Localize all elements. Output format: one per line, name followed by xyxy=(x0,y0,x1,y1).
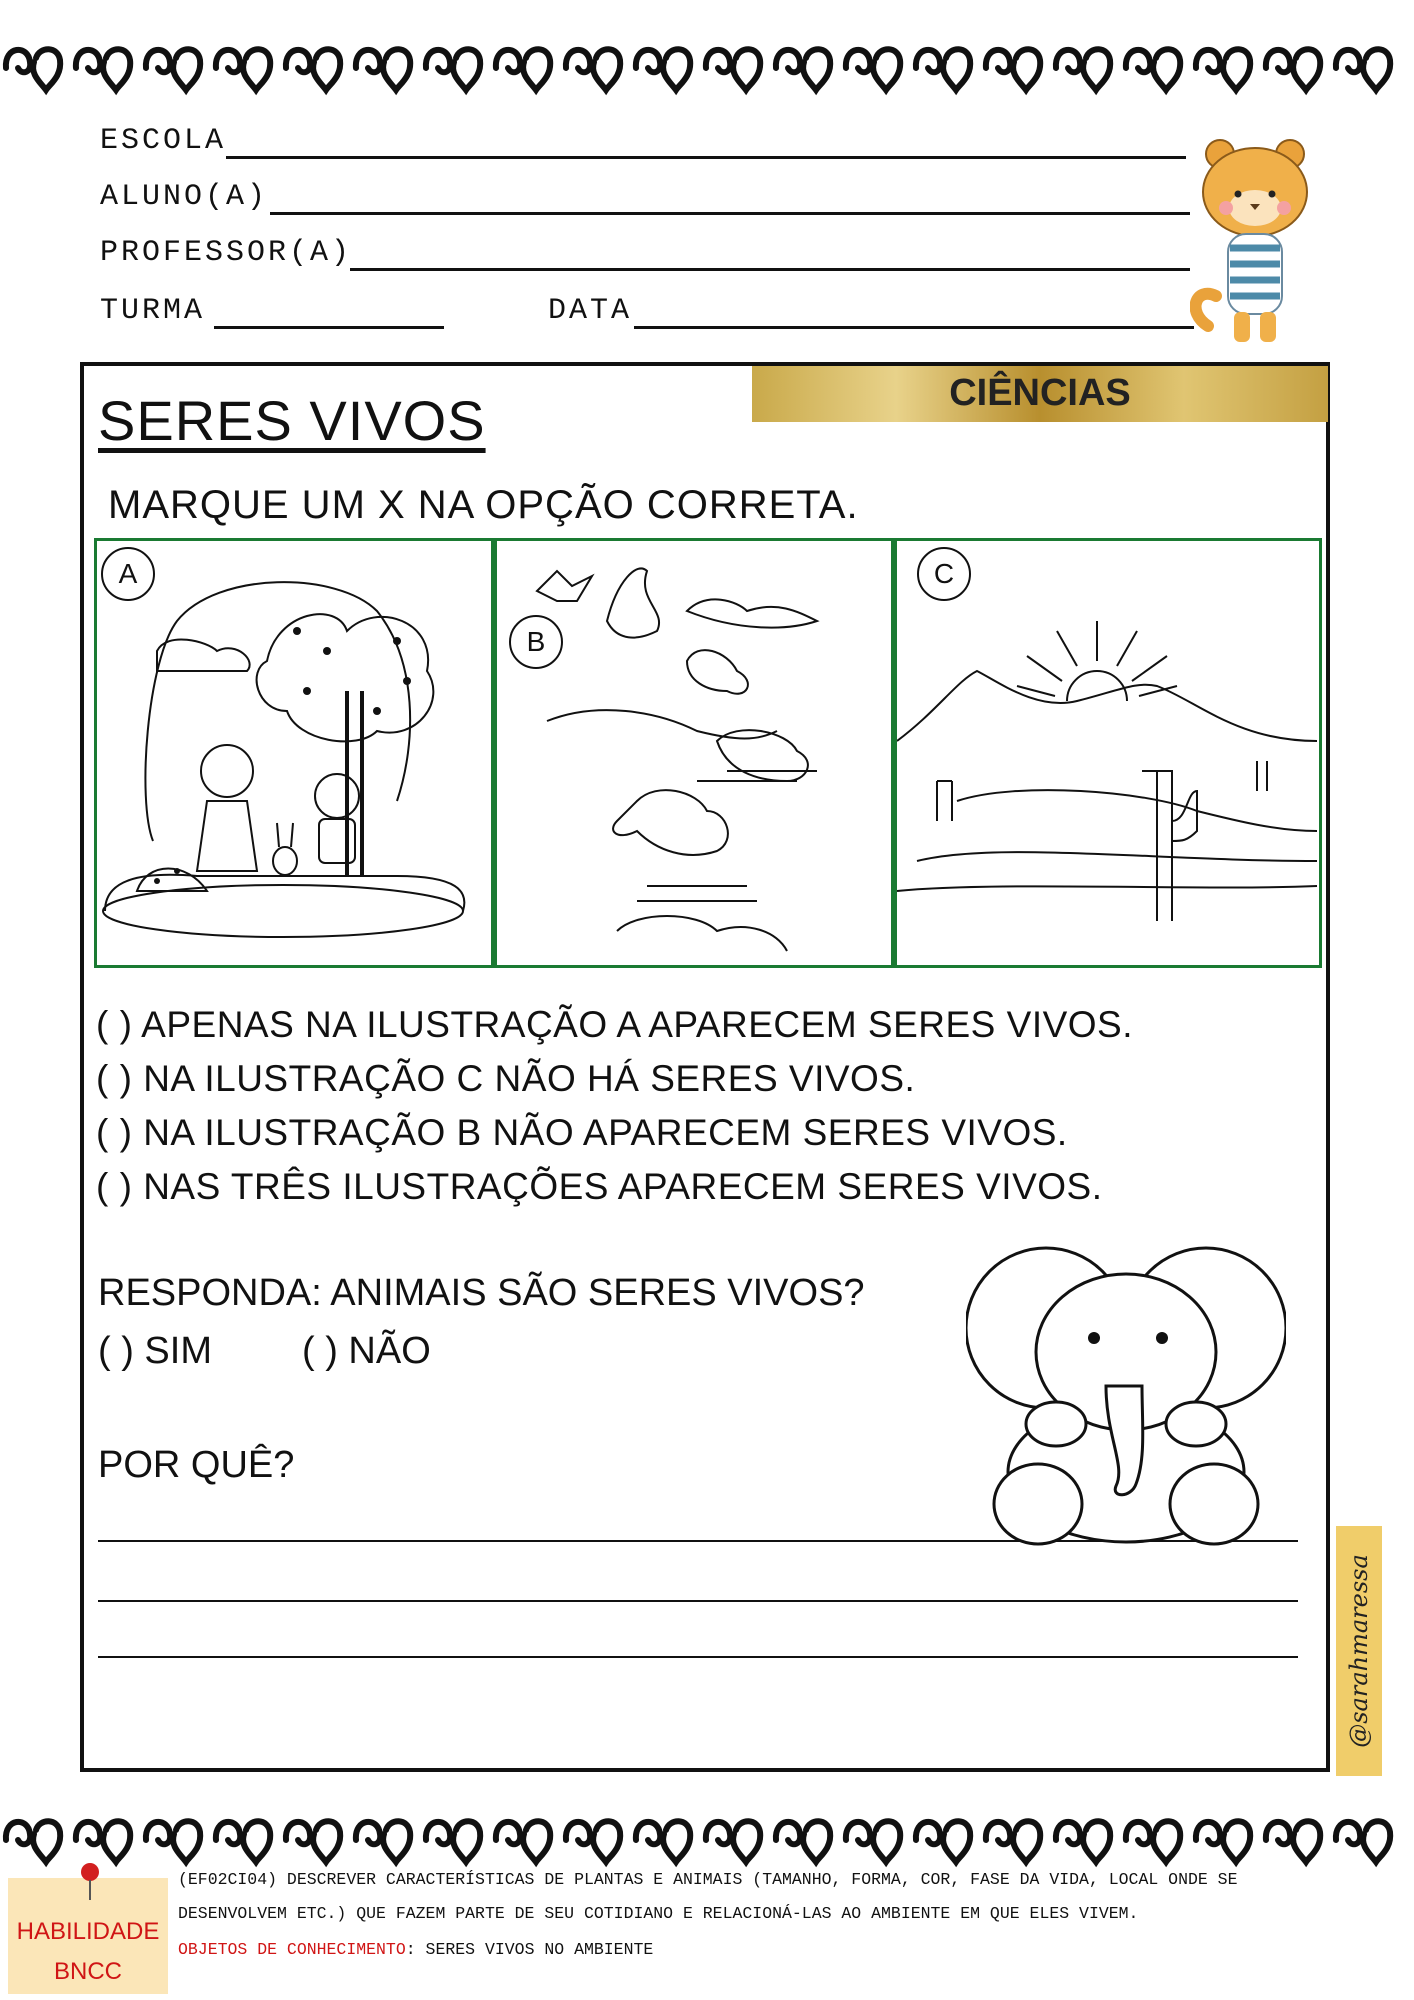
heart-loop xyxy=(1336,1821,1390,1862)
desert-sun-illustration xyxy=(897,541,1319,965)
elephant-illustration xyxy=(966,1236,1286,1548)
heart-loop xyxy=(776,1821,830,1862)
heart-loop xyxy=(986,49,1040,90)
date-label: DATA xyxy=(548,294,633,328)
bncc-objects-value: : SERES VIVOS NO AMBIENTE xyxy=(405,1940,654,1959)
panel-a-label: A xyxy=(101,547,155,601)
heart-loop xyxy=(1056,49,1110,90)
heart-loop xyxy=(776,49,830,90)
page-title: SERES VIVOS xyxy=(98,389,486,452)
author-tag-text: @sarahmaressa xyxy=(1345,1554,1373,1748)
option-3[interactable]: ( ) NA ILUSTRAÇÃO B NÃO APARECEM SERES VIVOS. xyxy=(96,1112,1068,1153)
option-4[interactable]: ( ) NAS TRÊS ILUSTRAÇÕES APARECEM SERES VIVOS. xyxy=(96,1166,1103,1207)
heart-loop xyxy=(1196,1821,1250,1862)
heart-border-bottom xyxy=(0,1800,1414,1870)
tiger-illustration xyxy=(1190,136,1320,350)
heart-loop xyxy=(636,49,690,90)
pushpin-icon xyxy=(78,1862,102,1902)
heart-loop xyxy=(846,49,900,90)
children-park-illustration xyxy=(97,541,491,965)
heart-loop xyxy=(1336,49,1390,90)
school-label: ESCOLA xyxy=(100,124,227,158)
heart-loop xyxy=(706,1821,760,1862)
heart-loop xyxy=(1266,1821,1320,1862)
heart-loop xyxy=(566,49,620,90)
answer-line-2[interactable] xyxy=(98,1600,1298,1602)
heart-loop xyxy=(426,1821,480,1862)
teacher-label: PROFESSOR(A) xyxy=(100,236,353,270)
class-field[interactable] xyxy=(214,326,444,329)
heart-loop xyxy=(636,1821,690,1862)
heart-loop xyxy=(986,1821,1040,1862)
heart-loop xyxy=(706,49,760,90)
instruction: MARQUE UM X NA OPÇÃO CORRETA. xyxy=(108,483,859,527)
subject-label: CIÊNCIAS xyxy=(949,372,1131,414)
heart-loop xyxy=(1056,1821,1110,1862)
school-field[interactable] xyxy=(226,156,1186,159)
bncc-description-1: (EF02CI04) DESCREVER CARACTERÍSTICAS DE PLANTAS E ANIMAIS (TAMANHO, FORMA, COR, FASE DA VIDA, LOCAL ONDE SE xyxy=(178,1870,1238,1889)
heart-loop xyxy=(1126,49,1180,90)
date-field[interactable] xyxy=(634,326,1194,329)
author-tag-text-wrap xyxy=(1336,1526,1382,1776)
teacher-field[interactable] xyxy=(350,268,1190,271)
bncc-label xyxy=(8,1912,168,1992)
heart-loop xyxy=(146,49,200,90)
option-1[interactable]: ( ) APENAS NA ILUSTRAÇÃO A APARECEM SERES VIVOS. xyxy=(96,1004,1134,1045)
heart-loop xyxy=(286,1821,340,1862)
answer-yes[interactable]: ( ) SIM xyxy=(98,1330,212,1372)
why-label: POR QUÊ? xyxy=(98,1444,295,1486)
question-prompt: RESPONDA: ANIMAIS SÃO SERES VIVOS? xyxy=(98,1272,865,1314)
heart-loop xyxy=(356,1821,410,1862)
option-2[interactable]: ( ) NA ILUSTRAÇÃO C NÃO HÁ SERES VIVOS. xyxy=(96,1058,916,1099)
class-label: TURMA xyxy=(100,294,206,328)
panel-b-label: B xyxy=(509,615,563,669)
heart-loop xyxy=(76,49,130,90)
heart-loop xyxy=(916,1821,970,1862)
heart-loop xyxy=(216,49,270,90)
heart-loop xyxy=(566,1821,620,1862)
heart-loop xyxy=(496,1821,550,1862)
answer-no[interactable]: ( ) NÃO xyxy=(302,1330,431,1372)
panel-b xyxy=(494,538,894,968)
heart-loop xyxy=(426,49,480,90)
heart-loop xyxy=(916,49,970,90)
panel-c-label: C xyxy=(917,547,971,601)
heart-loop xyxy=(356,49,410,90)
heart-loop xyxy=(1126,1821,1180,1862)
student-field[interactable] xyxy=(270,212,1190,215)
bncc-description-2: DESENVOLVEM ETC.) QUE FAZEM PARTE DE SEU COTIDIANO E RELACIONÁ-LAS AO AMBIENTE EM QUE ELES VIVEM. xyxy=(178,1904,1139,1923)
heart-loop xyxy=(496,49,550,90)
heart-loop xyxy=(6,49,60,90)
bncc-objects xyxy=(178,1940,653,1959)
bncc-objects-label: OBJETOS DE CONHECIMENTO xyxy=(178,1940,406,1959)
heart-loop xyxy=(286,49,340,90)
panel-a xyxy=(94,538,494,968)
heart-border-top xyxy=(0,28,1414,98)
heart-loop xyxy=(846,1821,900,1862)
heart-loop xyxy=(146,1821,200,1862)
heart-loop xyxy=(216,1821,270,1862)
answer-line-3[interactable] xyxy=(98,1656,1298,1658)
heart-loop xyxy=(1266,49,1320,90)
panel-c xyxy=(894,538,1322,968)
bncc-label-line1: HABILIDADE xyxy=(16,1918,160,1945)
heart-loop xyxy=(76,1821,130,1862)
bncc-label-line2: BNCC xyxy=(53,1958,122,1985)
heart-loop xyxy=(6,1821,60,1862)
birds-sky-illustration xyxy=(497,541,891,965)
heart-loop xyxy=(1196,49,1250,90)
student-label: ALUNO(A) xyxy=(100,180,269,214)
